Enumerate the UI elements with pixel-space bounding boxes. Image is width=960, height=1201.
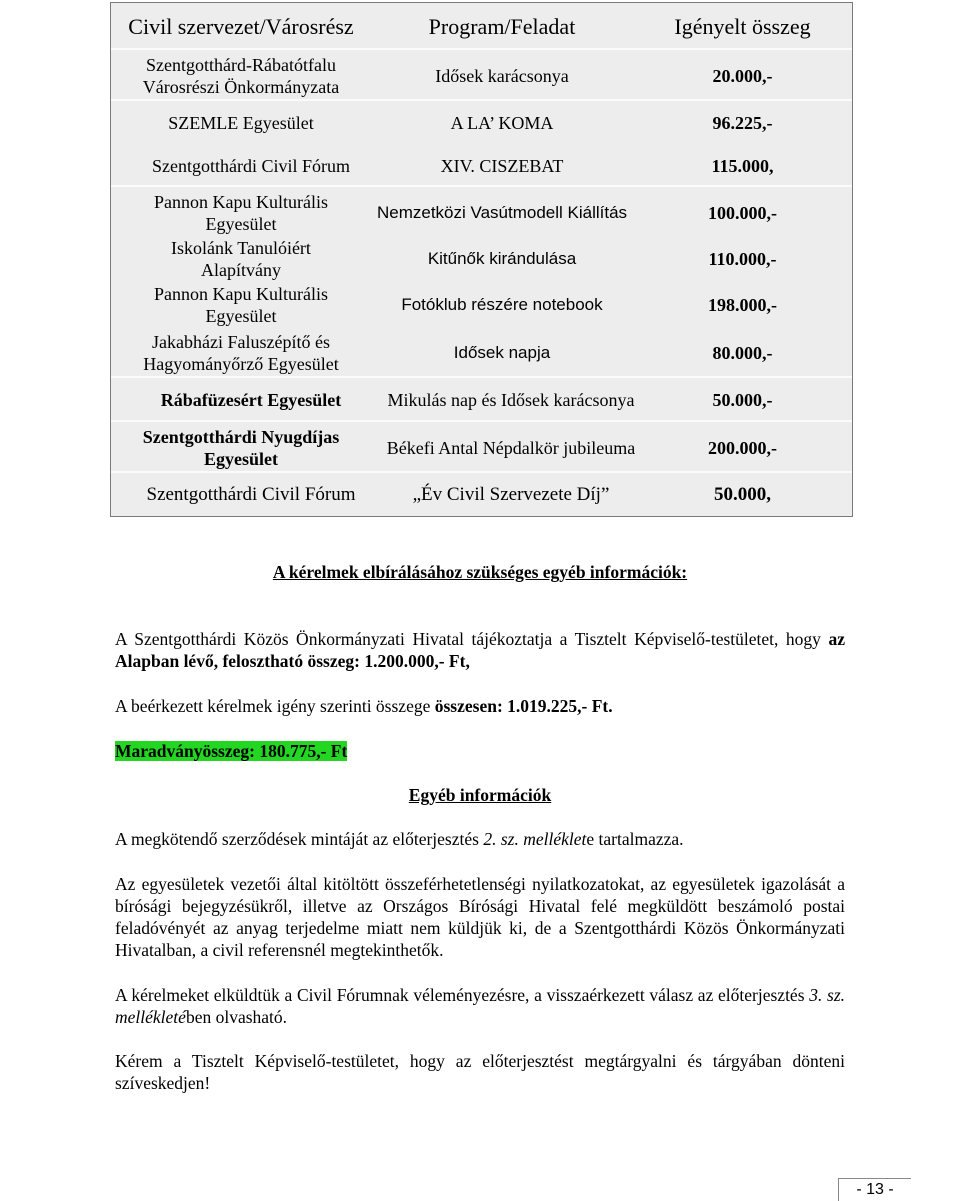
remaining-amount: Maradványösszeg: 180.775,- Ft [115,741,348,761]
row-amount: 115.000, [711,155,774,176]
row-amount: 50.000,- [712,390,773,410]
available-fund-amount: az Alapban lévő, felosztható összeg: 1.200.000,- Ft, [115,629,845,671]
table-row [111,328,852,378]
row-program: A LA’ KOMA [450,112,554,133]
row-amount: 100.000,- [708,203,777,223]
row-program: Békefi Antal Népdalkör jubileuma [386,437,636,458]
row-program: Idősek napja [453,343,551,362]
info-paragraph-available-fund: A Szentgotthárdi Közös Önkormányzati Hivatal tájékoztatja a Tisztelt Képviselő-testületet, hogy az Alapban lévő, felosztható összeg: 1.200.000,- Ft, [115,629,845,671]
row-amount: 110.000,- [708,249,777,269]
table-row [111,190,852,236]
row-organization: Szentgotthárdi Civil Fórum [146,483,356,505]
row-organization: Pannon Kapu Kulturális Egyesület [154,192,328,234]
contract-template-paragraph: A megkötendő szerződések mintáját az előterjesztés 2. sz. melléklete tartalmazza. [115,829,684,849]
row-organization: Rábafüzesért Egyesület [160,390,342,410]
row-amount: 50.000, [714,483,771,505]
other-info-heading: Egyéb információk [408,785,552,805]
row-amount: 20.000,- [712,65,773,86]
row-amount: 198.000,- [708,295,777,315]
table-header-row [111,3,852,50]
page-number: - 13 - [838,1178,911,1201]
row-amount: 80.000,- [712,343,773,363]
total-requested-amount: összesen: 1.019.225,- Ft. [434,696,613,716]
table-row [111,378,852,422]
table-row [111,50,852,101]
table-row [111,236,852,282]
request-paragraph: Kérem a Tisztelt Képviselő-testületet, hogy az előterjesztést megtárgyalni és tárgyában dönteni szíveskedjen! [115,1051,845,1093]
row-program: Kitűnők kirándulása [427,249,577,268]
row-program: Idősek karácsonya [435,65,569,86]
civil-forum-paragraph: A kérelmeket elküldtük a Civil Fórumnak véleményezésre, a visszaérkezett válasz az előterjesztés 3. sz. mellékletében olvasható. [115,985,846,1027]
header-organization: Civil szervezet/Városrész [128,13,354,39]
table-row [111,101,852,144]
grant-requests-table [110,2,853,517]
row-program: Fotóklub részére notebook [401,295,603,314]
row-amount: 96.225,- [712,112,773,133]
row-program: Nemzetközi Vasútmodell Kiállítás [376,203,628,222]
table-row [111,144,852,187]
row-program: XIV. CISZEBAT [440,155,564,176]
row-amount: 200.000,- [708,437,777,458]
row-organization: SZEMLE Egyesület [168,112,314,133]
row-organization: Iskolánk Tanulóiért Alapítvány [171,238,311,280]
header-program: Program/Feladat [428,13,576,39]
row-organization: Pannon Kapu Kulturális Egyesület [154,284,328,326]
table-row [111,282,852,328]
remaining-amount-line [115,740,845,762]
row-organization: Szentgotthárdi Civil Fórum [152,155,350,176]
table-row [111,422,852,473]
info-paragraph-total-requested: A beérkezett kérelmek igény szerinti összege összesen: 1.019.225,- Ft. [115,696,613,716]
table-row [111,473,852,516]
row-organization: Jakabházi Faluszépítő és Hagyományőrző Egyesület [143,332,339,374]
header-amount: Igényelt összeg [674,13,811,39]
row-program: Mikulás nap és Idősek karácsonya [387,390,635,410]
row-organization: Szentgotthárdi Nyugdíjas Egyesület [142,426,340,469]
documents-paragraph: Az egyesületek vezetői által kitöltött összeférhetetlenségi nyilatkozatokat, az egyesületek igazolását a bírósági bejegyzésükről, illetve az Országos Bírósági Hivatal felé megküldött beszámoló postai feladóvényét az anyag terjedelme miatt nem küldjük ki, de a Szentgotthárdi Közös Önkormányzati Hivatalban, a civil referensnél megtekinthetők. [115,874,845,960]
row-organization: Szentgotthárd-Rábatótfalu Városrészi Önkormányzata [142,54,340,97]
row-program: „Év Civil Szervezete Díj” [412,483,610,505]
info-heading: A kérelmek elbírálásához szükséges egyéb információk: [272,562,688,582]
